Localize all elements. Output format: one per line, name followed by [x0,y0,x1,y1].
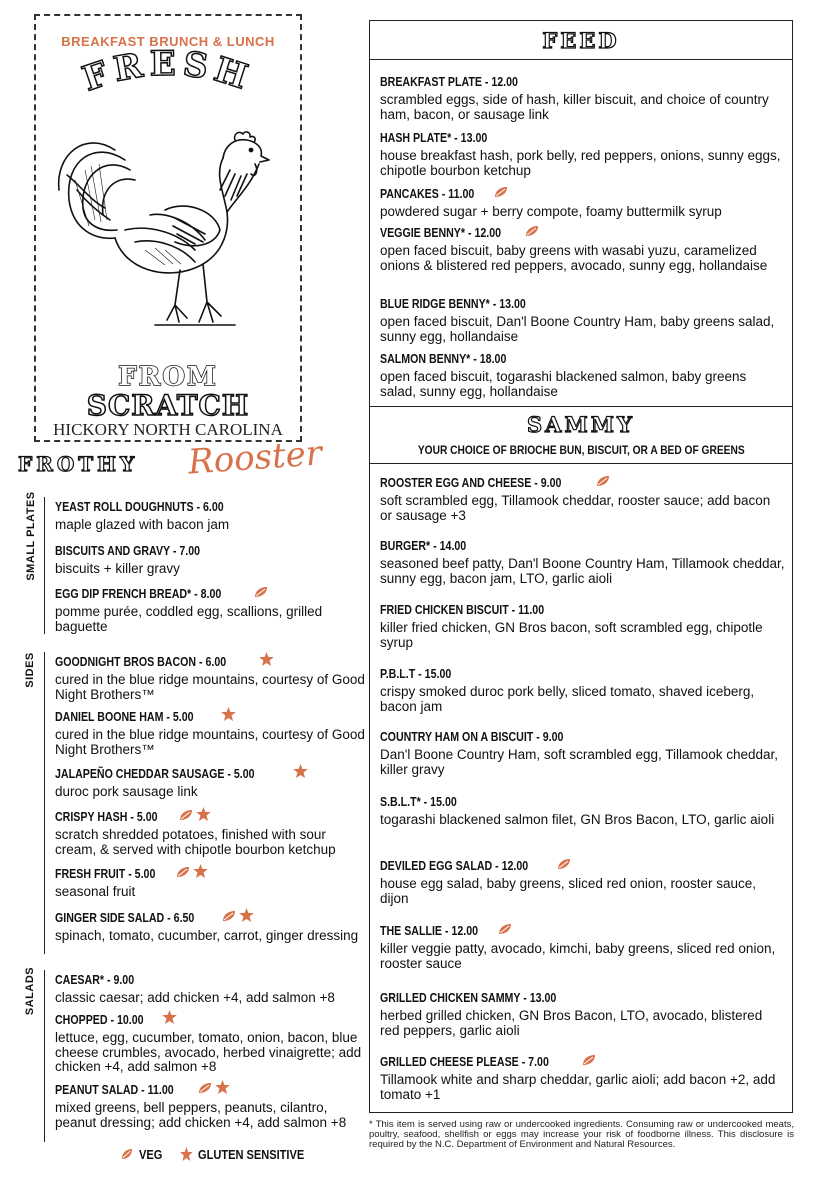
menu-item [55,864,365,900]
section-divider [44,970,45,1142]
item-name: YEAST ROLL DOUGHNUTS - 6.00 [55,500,224,514]
logo-location: HICKORY NORTH CAROLINA [53,420,283,439]
item-desc: crispy smoked duroc pork belly, sliced tomato, shaved iceberg, bacon jam [380,684,755,714]
legend-veg: VEG [138,1147,162,1162]
veg-icon [498,922,512,940]
item-desc: soft scrambled egg, Tillamook cheddar, rooster sauce; add bacon or sausage +3 [380,493,771,523]
menu-item [380,474,785,523]
item-name: DEVILED EGG SALAD - 12.00 [380,859,529,874]
item-name: JALAPEÑO CHEDDAR SAUSAGE - 5.00 [55,766,255,781]
star-icon [162,1010,177,1029]
item-desc: herbed grilled chicken, GN Bros Bacon, LTO, avocado, blistered red peppers, garlic aioli [380,1008,763,1038]
item-name: VEGGIE BENNY* - 12.00 [380,226,502,241]
star-icon [196,807,211,826]
menu-item [380,295,785,344]
item-desc: cured in the blue ridge mountains, courtesy of Good Night Brothers™ [55,727,365,757]
menu-item [380,537,785,586]
menu-item [55,542,365,577]
item-name: FRIED CHICKEN BISCUIT - 11.00 [380,603,545,617]
star-icon [221,707,236,726]
star-icon [193,864,208,883]
sammy-subtitle-wrap [369,441,793,459]
menu-item [55,908,365,944]
item-name: BREAKFAST PLATE - 12.00 [380,75,518,89]
brand-name-rooster: Rooster [186,433,324,483]
brand-name-frothy: FROTHY [18,452,139,476]
item-desc: powdered sugar + berry compote, foamy buttermilk syrup [380,204,722,220]
divider [369,406,793,407]
menu-item [55,1010,365,1075]
section-label-sides: SIDES [24,652,36,688]
item-desc: house egg salad, baby greens, sliced red onion, rooster sauce, dijon [380,876,756,906]
item-name: COUNTRY HAM ON A BISCUIT - 9.00 [380,730,564,744]
item-desc: cured in the blue ridge mountains, courtesy of Good Night Brothers™ [55,672,365,702]
menu-item [380,665,785,714]
item-desc: scratch shredded potatoes, finished with sour cream, & served with chipotle bourbon ketchup [55,827,336,857]
item-name: CAESAR* - 9.00 [55,973,135,987]
veg-icon [557,857,571,875]
star-icon [239,908,254,927]
menu-item [55,652,365,702]
section-title-sammy: SAMMY [527,412,635,437]
star-icon [259,652,274,671]
menu-item [55,585,365,634]
sammy-subtitle: YOUR CHOICE OF BRIOCHE BUN, BISCUIT, OR A BED OF GREENS [417,443,745,457]
item-desc: open faced biscuit, Dan'l Boone Country Ham, baby greens salad, sunny egg, hollandaise [380,314,775,344]
item-name: PEANUT SALAD - 11.00 [55,1082,174,1097]
veg-icon [176,865,190,883]
menu-item [55,971,365,1006]
logo-from: FROM [118,362,218,392]
menu-item [380,989,785,1038]
menu-item [380,601,785,650]
item-desc: Dan'l Boone Country Ham, soft scrambled egg, Tillamook cheddar, killer gravy [380,747,779,777]
menu-item [55,498,365,533]
item-desc: seasonal fruit [55,884,136,899]
logo-scratch: SCRATCH [86,389,250,422]
item-name: P.B.L.T - 15.00 [380,667,452,681]
menu-item [55,807,365,857]
item-desc: house breakfast hash, pork belly, red peppers, onions, sunny eggs, chipotle bourbon ketchup [380,148,781,178]
item-name: THE SALLIE - 12.00 [380,924,479,939]
menu-item [55,764,365,800]
legend [118,1147,323,1164]
item-desc: killer veggie patty, avocado, kimchi, baby greens, sliced red onion, rooster sauce [380,941,776,971]
menu-item [380,224,785,273]
menu-item [380,728,785,777]
item-name: BISCUITS AND GRAVY - 7.00 [55,544,201,558]
section-label-salads: SALADS [24,966,36,1016]
divider [369,463,793,464]
veg-icon [198,1081,212,1099]
item-name: HASH PLATE* - 13.00 [380,131,488,145]
veg-icon [179,808,193,826]
item-name: GINGER SIDE SALAD - 6.50 [55,910,195,925]
star-icon [293,764,308,783]
logo-fresh-text: FRESH [77,46,258,100]
item-name: SALMON BENNY* - 18.00 [380,352,507,366]
veg-icon [121,1148,133,1163]
item-desc: duroc pork sausage link [55,784,198,799]
item-desc: maple glazed with bacon jam [55,517,230,532]
item-name: GOODNIGHT BROS BACON - 6.00 [55,654,227,669]
veg-icon [222,909,236,927]
section-label-small-plates: SMALL PLATES [25,491,37,581]
item-desc: mixed greens, bell peppers, peanuts, cilantro, peanut dressing; add chicken +4, add salmon +8 [55,1100,347,1130]
menu-item [380,350,785,399]
menu-item [380,185,785,220]
item-name: S.B.L.T* - 15.00 [380,795,457,809]
item-name: CRISPY HASH - 5.00 [55,809,158,824]
menu-item [55,1080,365,1130]
item-desc: open faced biscuit, baby greens with wasabi yuzu, caramelized onions & blistered red peppers, avocado, sunny egg, hollandaise [380,243,768,273]
svg-text:FRESH [78,46,258,100]
logo-tagline: BREAKFAST BRUNCH & LUNCH [61,34,275,49]
footnote: * This item is served using raw or undercooked ingredients. Consuming raw or undercooked meats, poultry, seafood, shellfish or eggs may increase your risk of foodborne illness. This disclosure is required by the N.C. Department of Environment and Natural Resources. [369,1119,794,1150]
item-desc: open faced biscuit, togarashi blackened salmon, baby greens salad, sunny egg, hollandaise [380,369,747,399]
section-divider [44,652,45,954]
item-name: BLUE RIDGE BENNY* - 13.00 [380,297,526,311]
logo-fresh-arc [40,46,296,116]
item-name: PANCAKES - 11.00 [380,187,475,202]
veg-icon [494,185,508,203]
item-name: EGG DIP FRENCH BREAD* - 8.00 [55,587,222,602]
section-divider [44,497,45,634]
menu-item [380,793,785,828]
divider [369,59,793,60]
section-title-feed: FEED [542,28,620,53]
menu-item [380,1053,785,1102]
menu-item [55,707,365,757]
menu-item [380,73,785,122]
veg-icon [254,585,268,603]
star-icon [215,1080,230,1099]
item-name: DANIEL BOONE HAM - 5.00 [55,709,194,724]
veg-icon [525,224,539,242]
item-desc: biscuits + killer gravy [55,561,180,576]
item-desc: Tillamook white and sharp cheddar, garlic aioli; add bacon +2, add tomato +1 [380,1072,776,1102]
veg-icon [582,1053,596,1071]
item-desc: togarashi blackened salmon filet, GN Bros Bacon, LTO, garlic aioli [380,812,775,827]
item-desc: lettuce, egg, cucumber, tomato, onion, bacon, blue cheese crumbles, avocado, herbed vinaigrette; add chicken +4, add salmon +8 [55,1030,362,1074]
veg-icon [596,474,610,492]
menu-item [380,129,785,178]
item-desc: pomme purée, coddled egg, scallions, grilled baguette [55,604,323,634]
item-desc: scrambled eggs, side of hash, killer biscuit, and choice of country ham, bacon, or sausage link [380,92,769,122]
item-name: ROOSTER EGG AND CHEESE - 9.00 [380,476,562,491]
legend-gluten: GLUTEN SENSITIVE [198,1147,305,1162]
item-name: FRESH FRUIT - 5.00 [55,866,156,881]
menu-item [380,857,785,906]
menu-item [380,922,785,971]
star-icon [180,1147,193,1164]
item-desc: spinach, tomato, cucumber, carrot, ginger dressing [55,928,359,943]
item-name: BURGER* - 14.00 [380,539,467,553]
item-desc: killer fried chicken, GN Bros bacon, soft scrambled egg, chipotle syrup [380,620,763,650]
item-name: GRILLED CHEESE PLEASE - 7.00 [380,1055,549,1070]
item-desc: classic caesar; add chicken +4, add salmon +8 [55,990,335,1005]
item-desc: seasoned beef patty, Dan'l Boone Country Ham, Tillamook cheddar, sunny egg, bacon jam, LTO, garlic aioli [380,556,785,586]
rooster-illustration [55,130,280,340]
item-name: CHOPPED - 10.00 [55,1012,144,1027]
item-name: GRILLED CHICKEN SAMMY - 13.00 [380,991,557,1005]
